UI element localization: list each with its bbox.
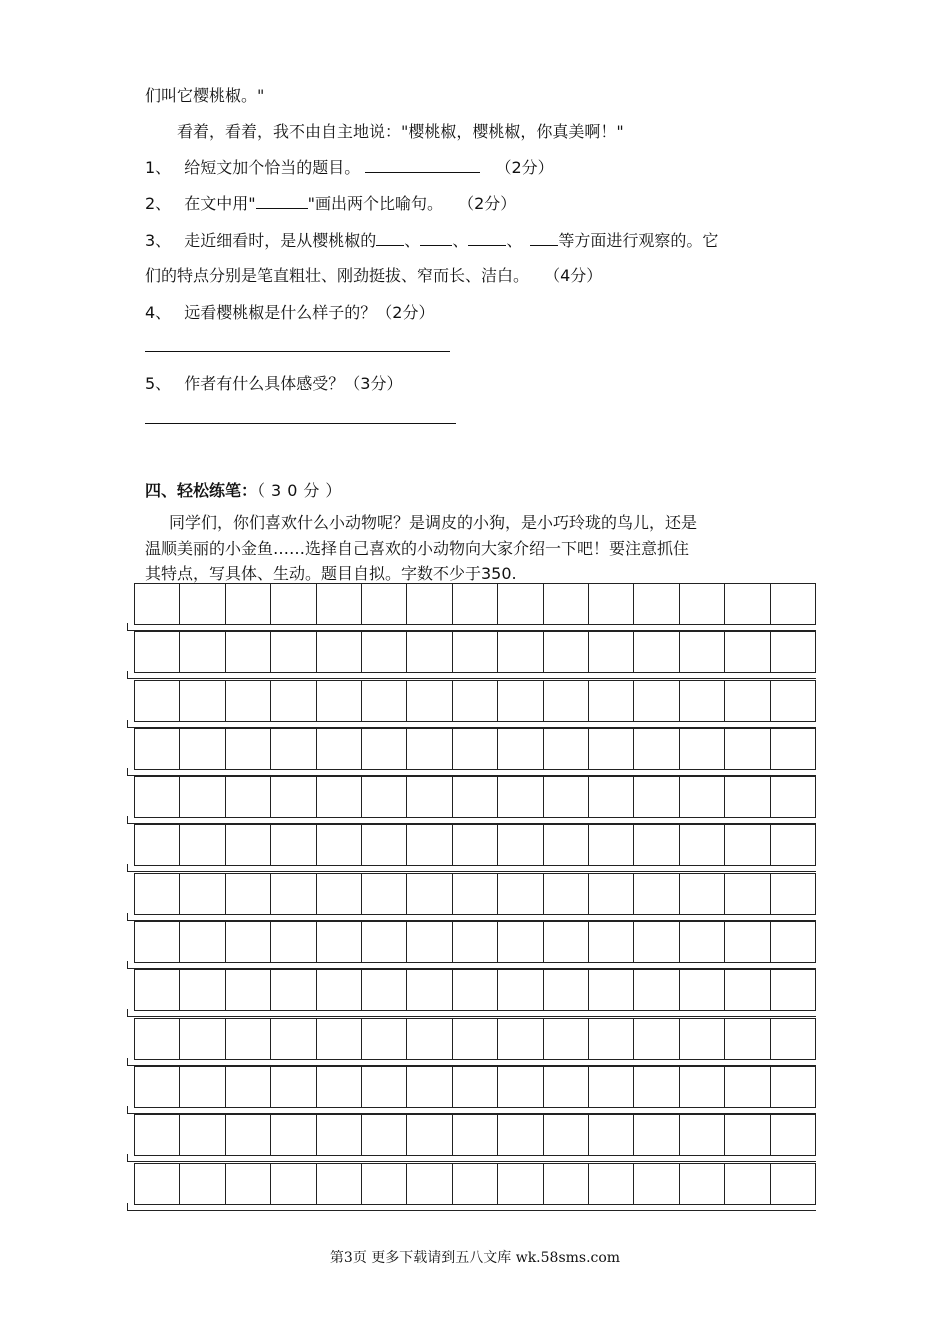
grid-cell[interactable] [634,1019,679,1059]
grid-cell[interactable] [226,729,271,769]
grid-cell[interactable] [407,825,452,865]
grid-cell[interactable] [771,681,816,721]
grid-cell[interactable] [771,1164,816,1204]
grid-cell[interactable] [407,1164,452,1204]
grid-row-gap [127,1154,816,1162]
grid-cell[interactable] [589,874,634,914]
grid-cell[interactable] [634,825,679,865]
question-3 [145,228,718,251]
grid-cell[interactable] [271,632,316,672]
grid-row-cells [134,1018,816,1060]
grid-cell[interactable] [453,970,498,1010]
grid-cell[interactable] [725,681,770,721]
grid-cell[interactable] [407,632,452,672]
grid-cell[interactable] [498,825,543,865]
section-4-heading [145,478,347,501]
grid-cell[interactable] [271,1115,316,1155]
grid-cell[interactable] [362,681,407,721]
grid-cell[interactable] [453,825,498,865]
grid-cell[interactable] [544,1164,589,1204]
grid-cell[interactable] [771,584,816,624]
question-3-text-after: 等方面进行观察的。它 [558,231,719,250]
grid-cell[interactable] [771,1019,816,1059]
grid-cell[interactable] [725,922,770,962]
grid-cell[interactable] [634,1164,679,1204]
grid-cell[interactable] [771,922,816,962]
question-4-number: 4、 [145,303,172,322]
grid-cell[interactable] [453,632,498,672]
grid-cell[interactable] [180,681,225,721]
grid-row-cells [134,1114,816,1156]
grid-cell[interactable] [589,1115,634,1155]
question-1-blank[interactable] [365,157,480,173]
question-3-blank-2[interactable] [420,230,452,246]
grid-cell[interactable] [771,970,816,1010]
question-3-line-2 [145,263,602,286]
grid-cell[interactable] [544,681,589,721]
grid-cell[interactable] [180,777,225,817]
grid-cell[interactable] [226,1115,271,1155]
grid-cell[interactable] [180,1019,225,1059]
grid-cell[interactable] [271,825,316,865]
question-3-blank-3[interactable] [468,230,506,246]
grid-row-cells [134,583,816,625]
grid-cell[interactable] [498,970,543,1010]
grid-cell[interactable] [317,1164,362,1204]
grid-cell[interactable] [135,584,180,624]
question-3-blank-1[interactable] [376,230,404,246]
grid-cell[interactable] [453,1164,498,1204]
grid-cell[interactable] [634,632,679,672]
question-3-blank-4[interactable] [530,230,558,246]
grid-row [127,969,816,1017]
grid-cell[interactable] [407,1019,452,1059]
grid-cell[interactable] [271,729,316,769]
grid-row-gap [127,720,816,728]
grid-cell[interactable] [362,1067,407,1107]
grid-cell[interactable] [680,1115,725,1155]
grid-row [127,728,816,776]
grid-cell[interactable] [180,970,225,1010]
question-3-sep-1: 、 [404,231,421,250]
grid-cell[interactable] [317,632,362,672]
grid-cell[interactable] [362,729,407,769]
grid-cell[interactable] [634,729,679,769]
grid-cell[interactable] [589,584,634,624]
grid-cell[interactable] [498,681,543,721]
grid-cell[interactable] [453,584,498,624]
grid-cell[interactable] [362,584,407,624]
grid-cell[interactable] [680,584,725,624]
grid-cell[interactable] [544,584,589,624]
grid-row [127,921,816,969]
question-1-number: 1、 [145,158,172,177]
grid-cell[interactable] [453,922,498,962]
grid-cell[interactable] [498,922,543,962]
grid-cell[interactable] [771,729,816,769]
grid-row-gap [127,864,816,872]
question-4 [145,300,434,323]
grid-cell[interactable] [180,825,225,865]
grid-cell[interactable] [725,874,770,914]
grid-cell[interactable] [180,729,225,769]
grid-row-gap [127,1009,816,1017]
grid-row [127,1114,816,1162]
question-2-score: （2分） [458,194,517,213]
grid-row [127,1066,816,1114]
grid-cell[interactable] [271,1067,316,1107]
grid-cell[interactable] [589,729,634,769]
grid-cell[interactable] [634,922,679,962]
passage-line-1: 们叫它樱桃椒。" [145,86,265,105]
grid-cell[interactable] [725,1115,770,1155]
grid-cell[interactable] [226,922,271,962]
grid-cell[interactable] [180,1067,225,1107]
question-1-text: 给短文加个恰当的题目。 [184,158,361,177]
grid-cell[interactable] [362,922,407,962]
question-3-score: （4分） [544,266,603,285]
grid-cell[interactable] [589,970,634,1010]
grid-cell[interactable] [453,681,498,721]
grid-cell[interactable] [317,825,362,865]
grid-cell[interactable] [589,777,634,817]
grid-cell[interactable] [725,1067,770,1107]
grid-cell[interactable] [180,584,225,624]
grid-cell[interactable] [680,777,725,817]
grid-cell[interactable] [453,729,498,769]
grid-cell[interactable] [498,1164,543,1204]
section-4-prompt-line-3: 其特点，写具体、生动。题目自拟。字数不少于350. [145,564,517,583]
grid-row-gap [127,623,816,631]
grid-cell[interactable] [362,1164,407,1204]
question-2 [145,191,516,214]
grid-row-gap [127,913,816,921]
grid-cell[interactable] [226,874,271,914]
grid-row-gap [127,768,816,776]
grid-row-cells [134,873,816,915]
grid-row [127,631,816,679]
grid-cell[interactable] [725,1164,770,1204]
question-3-sep-2: 、 [452,231,469,250]
grid-cell[interactable] [680,970,725,1010]
grid-cell[interactable] [226,1019,271,1059]
grid-cell[interactable] [634,874,679,914]
grid-cell[interactable] [407,874,452,914]
section-4-title: 四、轻松练笔： [145,481,258,500]
question-3-sep-3: 、 [506,231,523,250]
grid-cell[interactable] [544,1019,589,1059]
grid-cell[interactable] [634,1115,679,1155]
grid-cell[interactable] [271,777,316,817]
grid-cell[interactable] [498,729,543,769]
question-3-line-2-text: 们的特点分别是笔直粗壮、刚劲挺拔、窄而长、洁白。 [145,266,530,285]
grid-cell[interactable] [498,632,543,672]
grid-cell[interactable] [135,1019,180,1059]
question-3-number: 3、 [145,231,172,250]
grid-cell[interactable] [725,970,770,1010]
grid-cell[interactable] [135,777,180,817]
grid-cell[interactable] [544,729,589,769]
grid-cell[interactable] [680,681,725,721]
grid-row-cells [134,1163,816,1205]
grid-row [127,680,816,728]
grid-row-cells [134,680,816,722]
grid-cell[interactable] [180,1115,225,1155]
grid-cell[interactable] [634,777,679,817]
grid-cell[interactable] [135,681,180,721]
question-5-number: 5、 [145,374,172,393]
grid-cell[interactable] [544,970,589,1010]
grid-row-cells [134,631,816,673]
grid-cell[interactable] [453,1115,498,1155]
grid-cell[interactable] [226,584,271,624]
question-1-score: （2分） [495,158,554,177]
grid-cell[interactable] [634,970,679,1010]
grid-cell[interactable] [407,584,452,624]
grid-row-cells [134,969,816,1011]
grid-cell[interactable] [589,632,634,672]
grid-cell[interactable] [135,874,180,914]
grid-cell[interactable] [498,1019,543,1059]
grid-cell[interactable] [453,874,498,914]
question-2-mark-blank [256,193,308,209]
grid-cell[interactable] [589,825,634,865]
grid-row-gap [127,1106,816,1114]
grid-cell[interactable] [544,1115,589,1155]
grid-cell[interactable] [317,874,362,914]
question-4-answer-line[interactable] [145,351,450,352]
grid-cell[interactable] [680,874,725,914]
question-3-text-before: 走近细看时，是从樱桃椒的 [184,231,377,250]
passage-line-2: 看着，看着，我不由自主地说："樱桃椒，樱桃椒，你真美啊！" [177,122,624,141]
grid-cell[interactable] [362,1115,407,1155]
grid-cell[interactable] [271,970,316,1010]
grid-cell[interactable] [725,1019,770,1059]
grid-cell[interactable] [362,632,407,672]
grid-row-cells [134,824,816,866]
grid-row [127,776,816,824]
grid-row [127,1163,816,1211]
grid-cell[interactable] [135,632,180,672]
grid-row-gap [127,816,816,824]
grid-cell[interactable] [544,874,589,914]
grid-cell[interactable] [226,825,271,865]
grid-cell[interactable] [589,681,634,721]
grid-cell[interactable] [135,1115,180,1155]
grid-cell[interactable] [317,1115,362,1155]
grid-cell[interactable] [589,1019,634,1059]
grid-cell[interactable] [226,970,271,1010]
grid-cell[interactable] [317,970,362,1010]
grid-cell[interactable] [498,874,543,914]
grid-row [127,824,816,872]
grid-cell[interactable] [498,1067,543,1107]
grid-cell[interactable] [544,632,589,672]
grid-cell[interactable] [271,922,316,962]
grid-cell[interactable] [271,681,316,721]
section-4-prompt-line-2: 温顺美丽的小金鱼……选择自己喜欢的小动物向大家介绍一下吧！要注意抓住 [145,539,690,558]
grid-row-gap [127,1203,816,1211]
grid-cell[interactable] [317,729,362,769]
grid-cell[interactable] [498,584,543,624]
grid-cell[interactable] [680,729,725,769]
page-footer: 第3页 更多下载请到五八文库 wk.58sms.com [329,1250,621,1266]
grid-cell[interactable] [771,777,816,817]
grid-cell[interactable] [680,1067,725,1107]
question-2-number: 2、 [145,194,172,213]
grid-cell[interactable] [634,584,679,624]
grid-cell[interactable] [680,1019,725,1059]
grid-row-gap [127,671,816,679]
grid-cell[interactable] [589,1164,634,1204]
grid-cell[interactable] [634,1067,679,1107]
grid-row-gap [127,1058,816,1066]
grid-row [127,1018,816,1066]
grid-cell[interactable] [680,632,725,672]
grid-row-gap [127,961,816,969]
grid-cell[interactable] [317,777,362,817]
grid-row-cells [134,1066,816,1108]
writing-grid[interactable] [127,583,816,1211]
grid-cell[interactable] [771,1067,816,1107]
grid-cell[interactable] [407,777,452,817]
grid-cell[interactable] [317,1019,362,1059]
grid-cell[interactable] [725,777,770,817]
grid-cell[interactable] [634,681,679,721]
grid-cell[interactable] [135,729,180,769]
question-4-text: 远看樱桃椒是什么样子的？（2分） [184,303,435,322]
grid-cell[interactable] [725,584,770,624]
grid-cell[interactable] [589,1067,634,1107]
grid-row [127,583,816,631]
grid-cell[interactable] [362,970,407,1010]
grid-cell[interactable] [407,922,452,962]
grid-cell[interactable] [453,777,498,817]
grid-cell[interactable] [135,970,180,1010]
grid-cell[interactable] [771,1115,816,1155]
grid-cell[interactable] [317,681,362,721]
grid-cell[interactable] [362,825,407,865]
grid-cell[interactable] [725,729,770,769]
grid-row-cells [134,921,816,963]
grid-cell[interactable] [180,874,225,914]
grid-cell[interactable] [407,970,452,1010]
grid-cell[interactable] [544,777,589,817]
question-5 [145,371,402,394]
grid-row [127,873,816,921]
question-2-text-before: 在文中用" [184,194,256,213]
grid-cell[interactable] [544,922,589,962]
grid-cell[interactable] [544,1067,589,1107]
grid-cell[interactable] [589,922,634,962]
grid-cell[interactable] [680,825,725,865]
grid-cell[interactable] [317,584,362,624]
grid-cell[interactable] [362,777,407,817]
grid-cell[interactable] [407,681,452,721]
grid-cell[interactable] [317,922,362,962]
grid-cell[interactable] [226,632,271,672]
grid-cell[interactable] [226,1067,271,1107]
question-2-text-after: "画出两个比喻句。 [307,194,444,213]
question-1 [145,155,554,178]
grid-cell[interactable] [317,1067,362,1107]
question-5-answer-line[interactable] [145,423,456,424]
grid-row-cells [134,776,816,818]
grid-cell[interactable] [407,1067,452,1107]
grid-cell[interactable] [544,825,589,865]
grid-cell[interactable] [453,1019,498,1059]
grid-cell[interactable] [771,874,816,914]
grid-cell[interactable] [271,1164,316,1204]
grid-cell[interactable] [498,1115,543,1155]
grid-cell[interactable] [271,1019,316,1059]
grid-cell[interactable] [771,825,816,865]
grid-cell[interactable] [226,1164,271,1204]
grid-cell[interactable] [362,1019,407,1059]
grid-cell[interactable] [135,1164,180,1204]
grid-cell[interactable] [180,1164,225,1204]
grid-cell[interactable] [725,632,770,672]
grid-cell[interactable] [226,681,271,721]
grid-cell[interactable] [271,584,316,624]
section-4-score: （30分） [257,481,348,500]
grid-cell[interactable] [180,922,225,962]
grid-cell[interactable] [135,922,180,962]
grid-cell[interactable] [498,777,543,817]
grid-cell[interactable] [680,922,725,962]
grid-cell[interactable] [226,777,271,817]
grid-cell[interactable] [407,729,452,769]
grid-cell[interactable] [180,632,225,672]
grid-cell[interactable] [771,632,816,672]
grid-cell[interactable] [135,1067,180,1107]
grid-cell[interactable] [135,825,180,865]
grid-cell[interactable] [680,1164,725,1204]
question-5-text: 作者有什么具体感受？（3分） [184,374,403,393]
grid-row-cells [134,728,816,770]
grid-cell[interactable] [453,1067,498,1107]
grid-cell[interactable] [362,874,407,914]
grid-cell[interactable] [271,874,316,914]
grid-cell[interactable] [725,825,770,865]
grid-cell[interactable] [407,1115,452,1155]
section-4-prompt-line-1: 同学们，你们喜欢什么小动物呢？是调皮的小狗，是小巧玲珑的鸟儿，还是 [169,513,698,532]
